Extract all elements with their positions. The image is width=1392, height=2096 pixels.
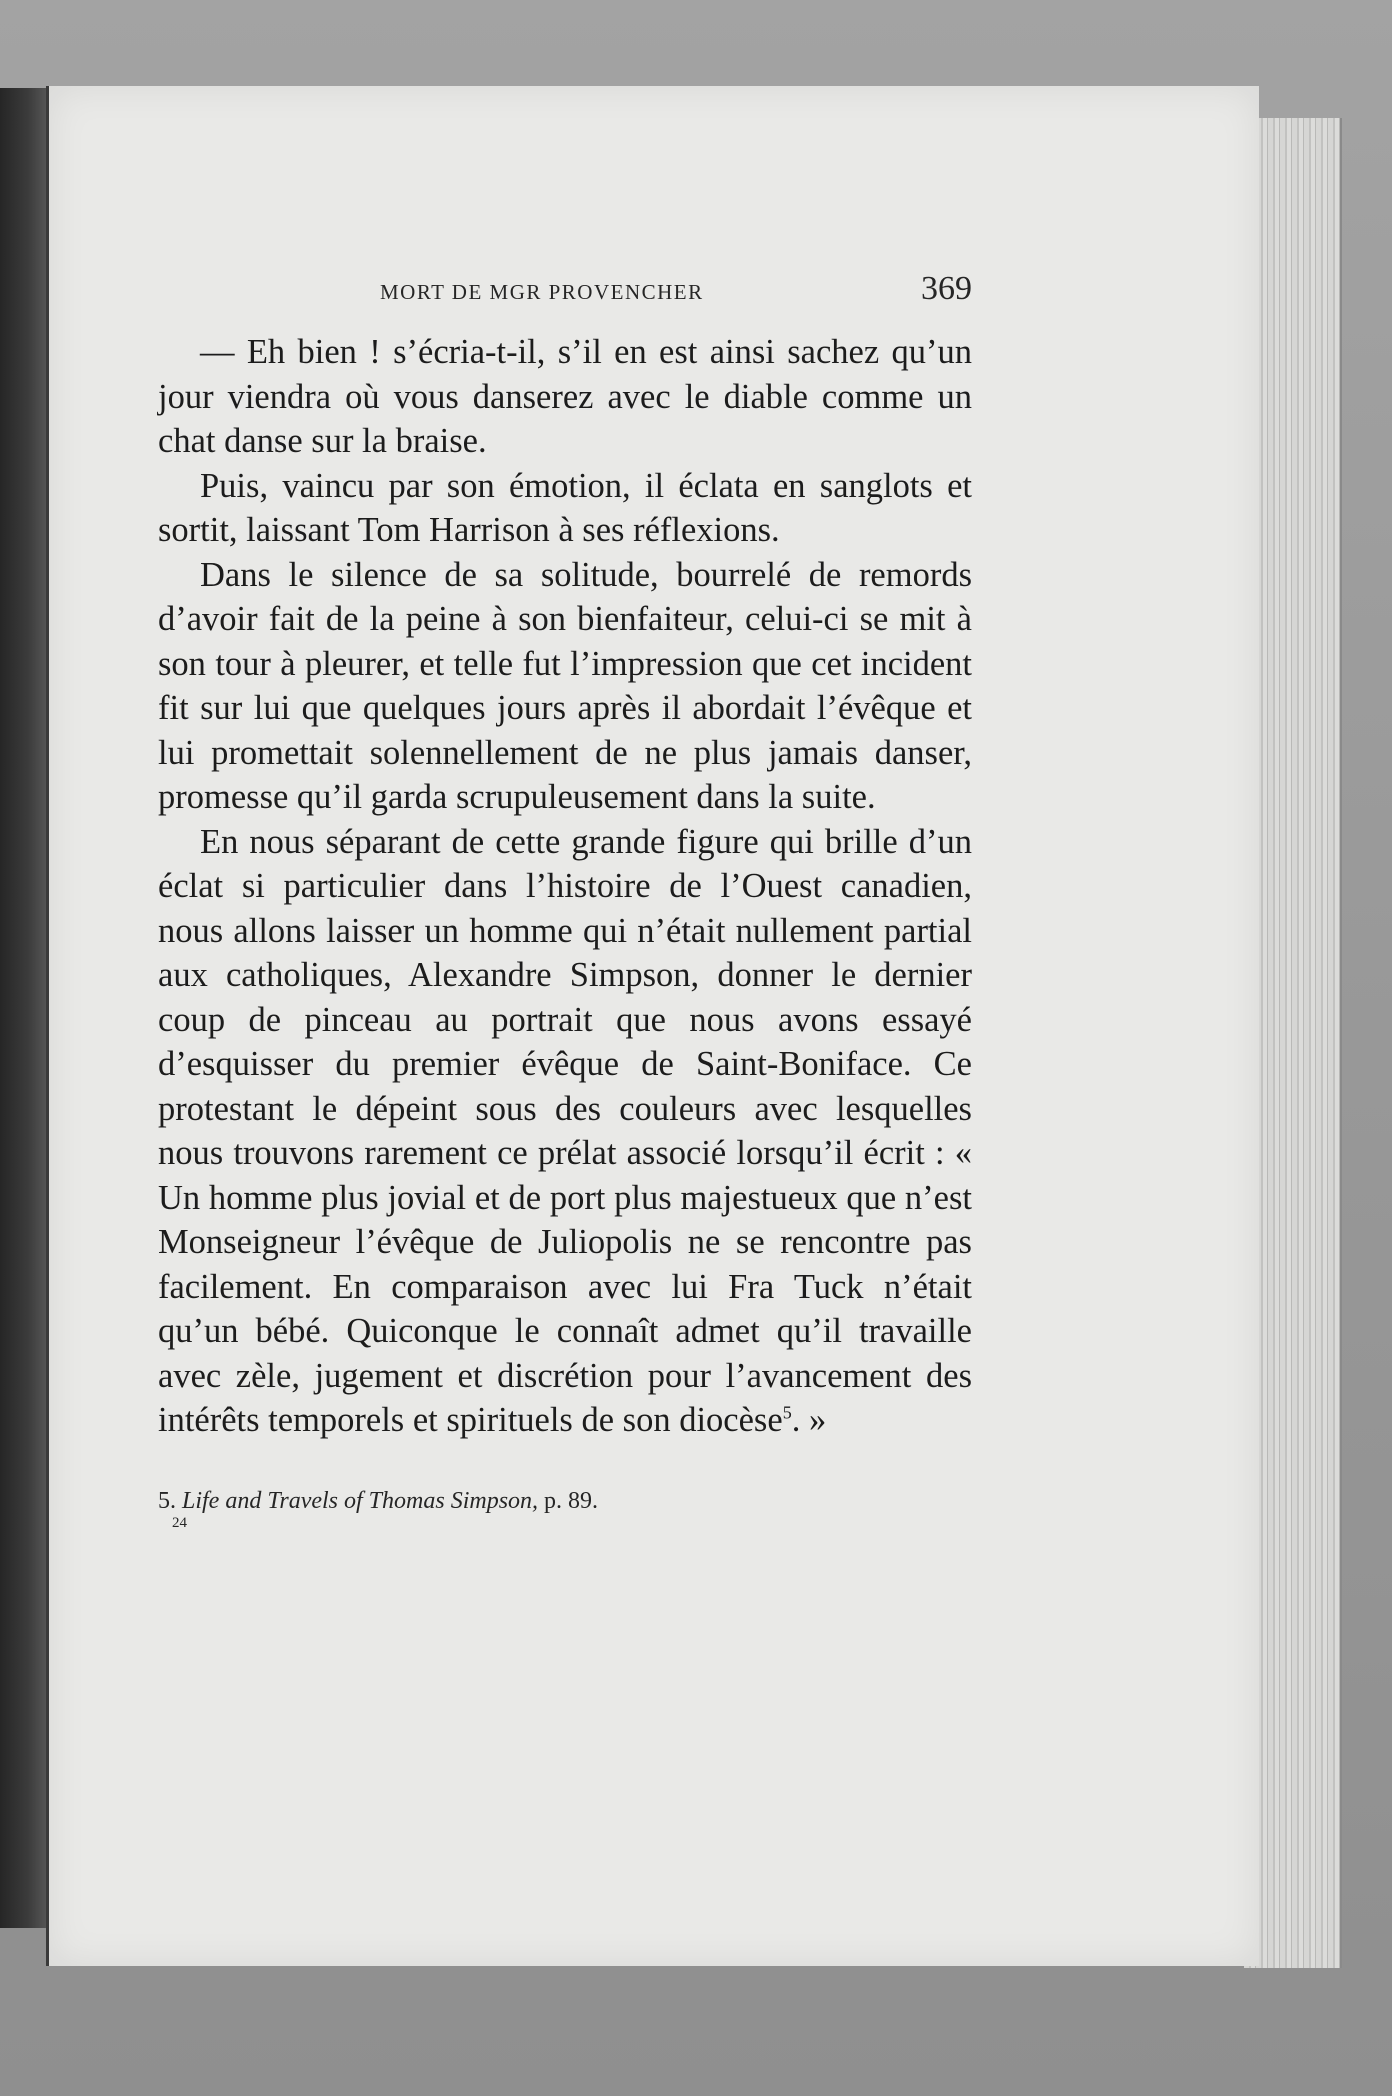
paragraph-3: Dans le silence de sa solitude, bourrelé de remords d’avoir fait de la peine à son bienfaiteur, celui-ci se mit à son tour à pleurer, et telle fut l’impression que cet incident fit sur lui que quelques jours après il abordait l’évêque et lui promettait solennellement de ne plus jamais danser, promesse qu’il garda scrupuleusement dans la suite. [158,555,972,816]
footnote-page-ref: p. 89. [544,1487,599,1514]
paragraph-1: — Eh bien ! s’écria-t-il, s’il en est ainsi sachez qu’un jour viendra où vous danserez avec le diable comme un chat danse sur la braise. [158,333,972,460]
page-number: 369 [921,270,972,307]
running-title: MORT DE MGR PROVENCHER [380,280,704,304]
paragraph-4-text: En nous séparant de cette grande figure qui brille d’un éclat si particulier dans l’histoire de l’Ouest canadien, nous allons laisser un homme qui n’était nullement partial aux catholiques, Alexandre Simpson, donner le dernier coup de pinceau au portrait que nous avons essayé d’esquisser du premier évêque de Saint-Boniface. Ce protestant le dépeint sous des couleurs avec lesquelles nous trouvons rarement ce prélat associé lorsqu’il écrit : « Un homme plus jovial et de port plus majestueux que n’est Monseigneur l’évêque de Juliopolis ne se rencontre pas facilement. En comparaison avec lui Fra Tuck n’était qu’un bébé. Quiconque le connaît admet qu’il travaille avec zèle, jugement et discrétion pour l’avancement des intérêts temporels et spirituels de son diocèse [158,822,972,1439]
paragraph-4 [158,820,972,1443]
paragraph-4-closing: . » [791,1401,827,1439]
running-head [158,270,972,318]
footnote-number: 5. [158,1487,176,1514]
footnote [158,1487,972,1531]
signature-mark: 24 [172,1514,187,1531]
footnote-reference: 5 [782,1402,792,1423]
footnote-title: Life and Travels of Thomas Simpson, [182,1487,539,1514]
page-text-block [158,270,972,1531]
facing-page-edge [0,88,50,1928]
paragraph-2: Puis, vaincu par son émotion, il éclata en sanglots et sortit, laissant Tom Harrison à ses réflexions. [158,466,972,549]
